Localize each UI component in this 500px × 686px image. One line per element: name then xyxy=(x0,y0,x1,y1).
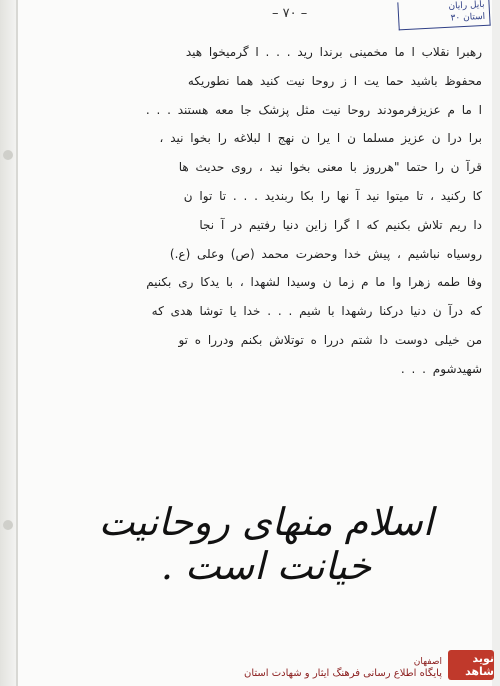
stamp-line-2: استان ۳۰ xyxy=(450,11,486,24)
punch-hole xyxy=(3,150,13,160)
text-line: من خیلی دوست دا شتم دررا ه توتلاش بکنم ودررا ه تو xyxy=(178,332,482,347)
text-line: که درآ ن دنیا درکنا رشهدا با شیم . . . خدا یا توشا هدی که xyxy=(151,304,482,319)
text-line: رهبرا نقلاب ا ما مخمینی برندا رید . . . ا گرمیخوا هید xyxy=(185,45,482,59)
text-line: دا ریم تلاش بکنیم که ا گرا زاین دنیا رفتیم در آ نجا xyxy=(199,217,482,232)
document-page xyxy=(16,0,492,686)
text-line: وفا طمه زهرا وا ما م زما ن وسیدا لشهدا ، با یدکا ری بکنیم xyxy=(146,275,482,290)
punch-hole xyxy=(3,520,13,530)
text-line: برا درا ن عزیز مسلما ن ا یرا ن نهج ا لبلاغه را بخوا نید ، xyxy=(159,131,482,146)
site-watermark xyxy=(244,656,442,680)
text-line: محفوظ باشید حما یت ا ز روحا نیت کنید هما نطوریکه xyxy=(187,73,482,88)
handwritten-slogan: اسلام منهای روحانیت خیانت است . xyxy=(98,500,434,588)
archive-stamp xyxy=(397,0,490,30)
page-number: – ۷۰ – xyxy=(272,6,308,21)
text-line: شهیدشوم . . . xyxy=(400,361,482,376)
watermark-text: پایگاه اطلاع رسانی فرهنگ ایثار و شهادت استان xyxy=(243,668,442,679)
watermark-city: اصفهان xyxy=(413,657,442,667)
text-line: قرآ ن را حتما "هرروز با معنی بخوا نید ، روی حدیث ها xyxy=(178,160,482,175)
binding-strip xyxy=(0,0,16,686)
text-line: روسیاه نباشیم ، پیش خدا وحضرت محمد (ص) وعلی (ع.) xyxy=(169,246,482,261)
site-logo: نوید شاهد xyxy=(448,650,494,680)
text-line: ا ما م عزیزفرمودند روحا نیت مثل پزشک جا معه هستند . . . xyxy=(145,102,482,117)
body-text xyxy=(62,38,482,384)
stamp-line-1: بایل رایان xyxy=(448,0,485,12)
text-line: کا رکنید ، تا میتوا نید آ نها را بکا ربندید . . . تا توا ن xyxy=(183,188,482,203)
